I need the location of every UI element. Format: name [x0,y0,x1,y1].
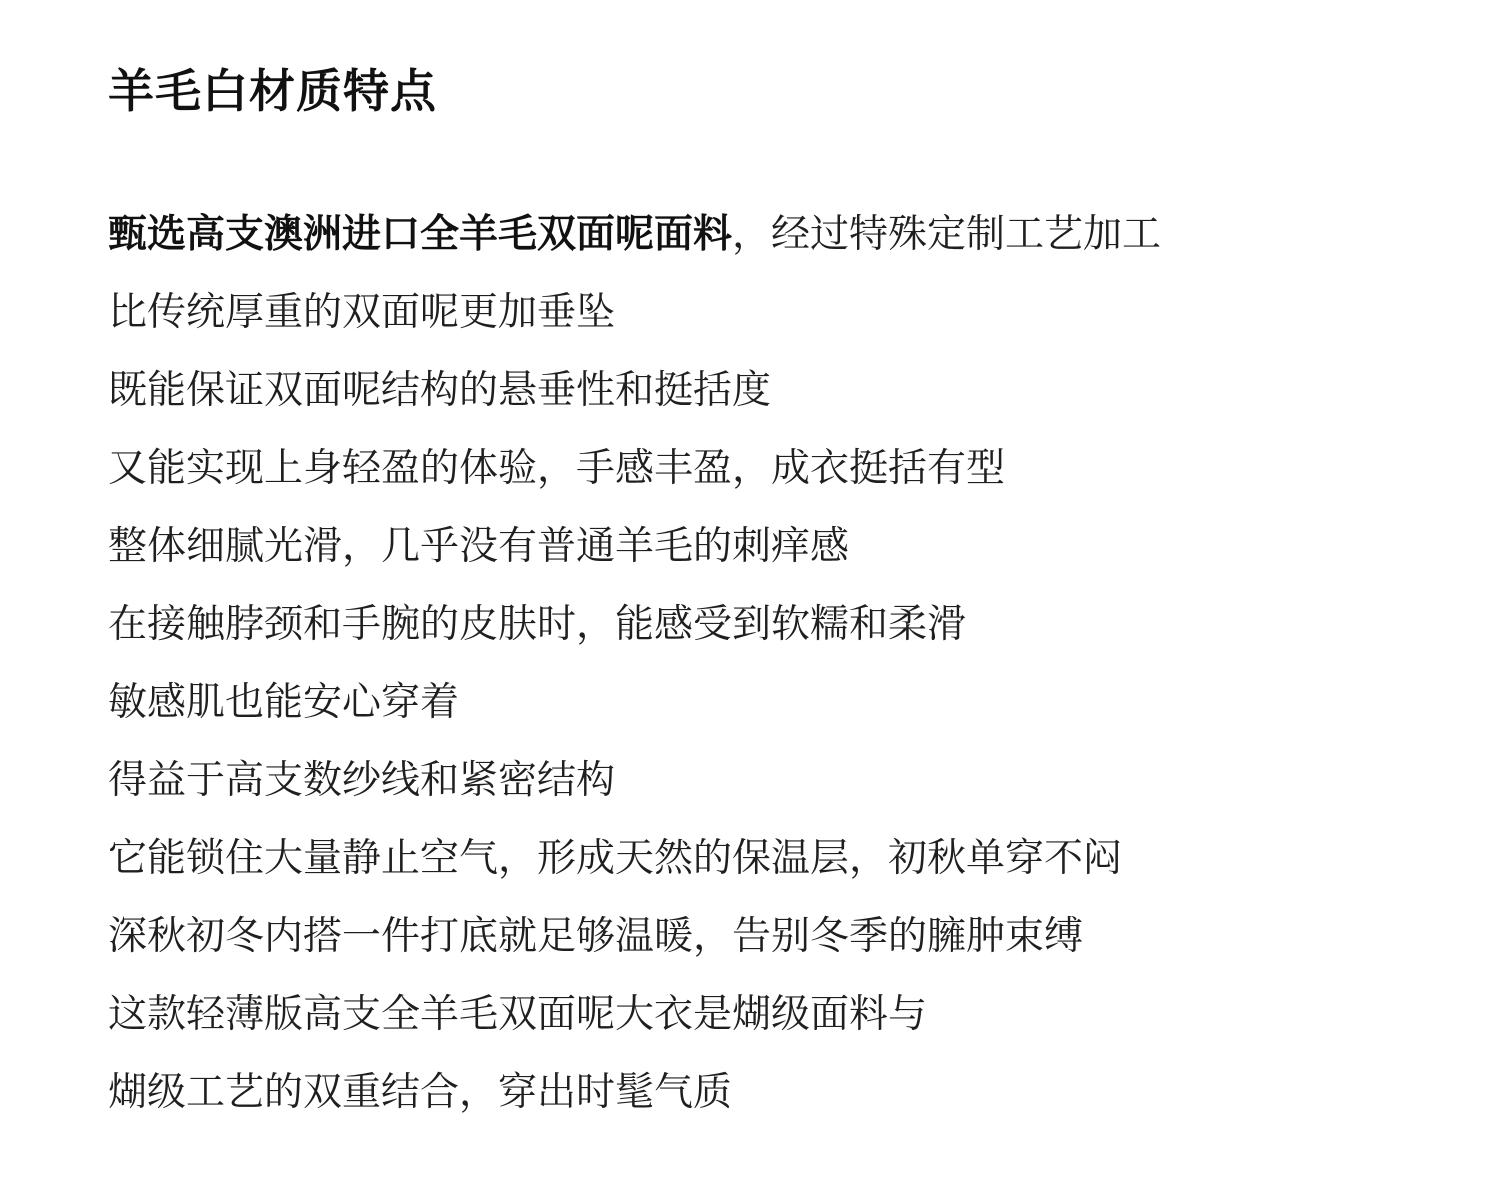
page-title: 羊毛白材质特点 [108,64,437,118]
text-line: 煳级工艺的双重结合，穿出时髦气质 [108,1070,733,1115]
text-line: 又能实现上身轻盈的体验，手感丰盈，成衣挺括有型 [108,446,1006,491]
article [108,58,1438,1132]
text-line: 深秋初冬内搭一件打底就足够温暖，告别冬季的臃肿束缚 [108,914,1084,959]
article-body [108,196,1438,1132]
text-line: 比传统厚重的双面呢更加垂坠 [108,290,616,335]
text-line: 既能保证双面呢结构的悬垂性和挺括度 [108,368,772,413]
text-line: 这款轻薄版高支全羊毛双面呢大衣是煳级面料与 [108,992,928,1037]
text-line: 整体细腻光滑，几乎没有普通羊毛的刺痒感 [108,524,850,569]
text-line: 它能锁住大量静止空气，形成天然的保温层，初秋单穿不闷 [108,836,1123,881]
text-span: ，经过特殊定制工艺加工 [732,212,1162,257]
text-line: 在接触脖颈和手腕的皮肤时，能感受到软糯和柔滑 [108,602,967,647]
text-line: 敏感肌也能安心穿着 [108,680,460,725]
text-line: 得益于高支数纱线和紧密结构 [108,758,616,803]
highlight-text: 甄选高支澳洲进口全羊毛双面呢面料 [108,212,733,257]
text-line [108,196,1438,274]
